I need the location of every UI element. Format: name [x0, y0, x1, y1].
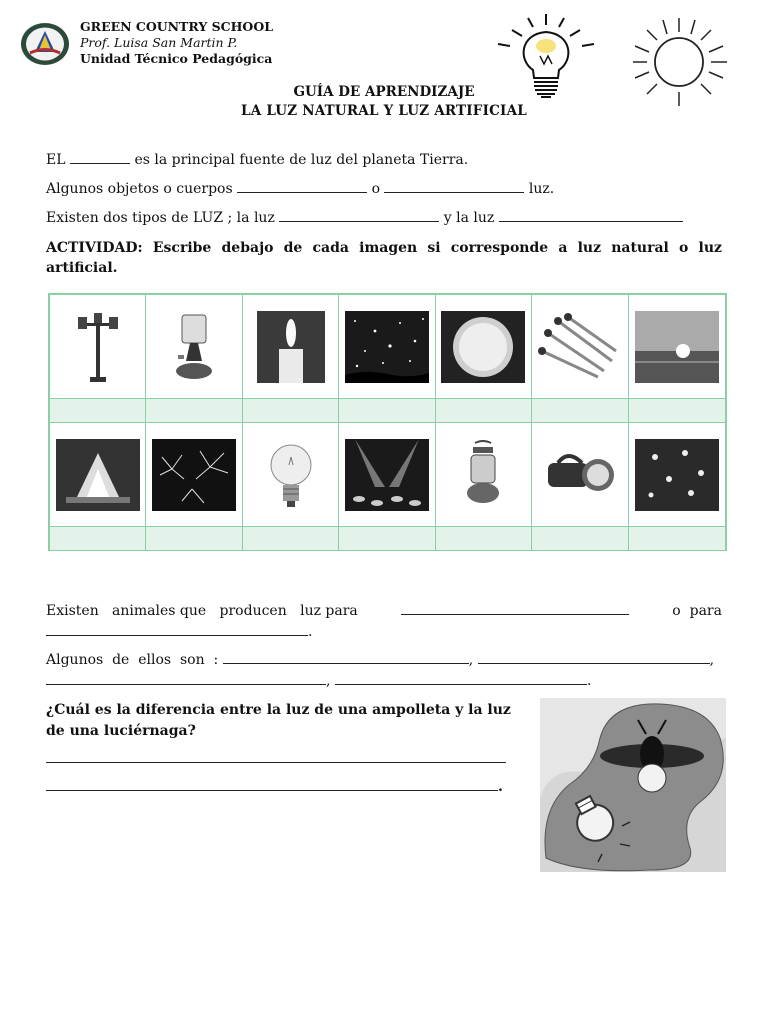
sunset-icon — [635, 311, 719, 383]
image-table — [48, 293, 727, 551]
oil-lamp-cell — [146, 295, 242, 399]
page-title: GUÍA DE APRENDIZAJE — [293, 84, 475, 100]
q2-text-b: o — [371, 181, 380, 197]
firefly-bulb-illustration — [540, 698, 726, 872]
answer-line-2[interactable] — [46, 778, 498, 791]
p2-sep-2: , — [709, 652, 715, 668]
p1-text-b: o para — [672, 603, 722, 619]
answer-cell[interactable] — [146, 527, 242, 551]
fireworks-icon — [152, 439, 236, 511]
p2-sep-3: , — [326, 673, 331, 689]
answer-cell[interactable] — [339, 399, 435, 423]
answer-cell[interactable] — [146, 399, 242, 423]
answer-cell[interactable] — [436, 399, 532, 423]
p2-blank-4[interactable] — [335, 672, 587, 685]
answer-cell[interactable] — [243, 399, 339, 423]
school-name: GREEN COUNTRY SCHOOL — [80, 19, 273, 34]
q3-blank-2[interactable] — [499, 209, 683, 222]
answer-line-1[interactable] — [46, 762, 506, 763]
starry-sky-cell — [339, 295, 435, 399]
answer-line-2-wrap — [46, 778, 506, 795]
p1-blank-2[interactable] — [46, 623, 308, 636]
examples-paragraph — [46, 650, 722, 692]
answer-cell[interactable] — [629, 399, 725, 423]
q2-text-c: luz. — [528, 181, 555, 197]
animals-paragraph — [46, 601, 722, 643]
p2-sep-1: , — [468, 652, 474, 668]
lantern-icon — [441, 439, 525, 511]
q2-blank-1[interactable] — [237, 180, 367, 193]
candle-icon — [249, 311, 333, 383]
p2-text-a: Algunos de ellos son : — [46, 652, 219, 668]
answer-cell[interactable] — [243, 527, 339, 551]
street-lamp-icon — [56, 311, 140, 383]
bonfire-cell — [50, 423, 146, 527]
matches-cell — [532, 295, 628, 399]
q1-text-b: es la principal fuente de luz del planeta Tierra. — [134, 152, 469, 168]
p2-blank-3[interactable] — [46, 672, 326, 685]
answer-cell[interactable] — [629, 527, 725, 551]
school-header — [80, 19, 273, 67]
oil-lamp-icon — [152, 311, 236, 383]
final-question: ¿Cuál es la diferencia entre la luz de una ampolleta y la luz de una luciérnaga? — [46, 702, 511, 739]
question-3 — [46, 209, 726, 226]
stage-lights-icon — [345, 439, 429, 511]
activity-instructions: ACTIVIDAD: Escribe debajo de cada imagen si corresponde a luz natural o luz artificial. — [46, 240, 722, 276]
p2-end: . — [586, 673, 592, 689]
teacher-name: Prof. Luisa San Martin P. — [80, 35, 238, 50]
bonfire-icon — [56, 439, 140, 511]
unit-name: Unidad Técnico Pedagógica — [80, 51, 273, 66]
q3-blank-1[interactable] — [279, 209, 439, 222]
starry-sky-icon — [345, 311, 429, 383]
answer-end: . — [498, 779, 503, 795]
street-lamp-cell — [50, 295, 146, 399]
answer-cell[interactable] — [436, 527, 532, 551]
answer-cell[interactable] — [532, 527, 628, 551]
lantern-cell — [436, 423, 532, 527]
p1-text-c: . — [308, 624, 313, 640]
p1-blank-1[interactable] — [401, 602, 629, 615]
answer-cell[interactable] — [50, 399, 146, 423]
flashlight-cell — [532, 423, 628, 527]
p2-blank-1[interactable] — [223, 651, 469, 664]
fireflies-cell — [629, 423, 725, 527]
page-subtitle: LA LUZ NATURAL Y LUZ ARTIFICIAL — [241, 103, 527, 119]
flashlight-icon — [538, 439, 622, 511]
light-bulb-icon — [249, 439, 333, 511]
q1-text-a: EL — [46, 152, 66, 168]
light-bulb-cell — [243, 423, 339, 527]
answer-cell[interactable] — [532, 399, 628, 423]
answer-cell[interactable] — [50, 527, 146, 551]
q3-text-a: Existen dos tipos de LUZ ; la luz — [46, 210, 275, 226]
question-2 — [46, 180, 726, 197]
q1-blank[interactable] — [70, 151, 130, 164]
fireflies-icon — [635, 439, 719, 511]
p1-text-a: Existen animales que producen luz para — [46, 603, 358, 619]
stage-lights-cell — [339, 423, 435, 527]
sun-photo-icon — [441, 311, 525, 383]
p2-blank-2[interactable] — [478, 651, 710, 664]
candle-cell — [243, 295, 339, 399]
matches-icon — [538, 311, 622, 383]
q2-text-a: Algunos objetos o cuerpos — [46, 181, 233, 197]
question-1 — [46, 151, 726, 168]
school-logo — [20, 22, 70, 66]
q2-blank-2[interactable] — [384, 180, 524, 193]
sun-photo-cell — [436, 295, 532, 399]
sunset-cell — [629, 295, 725, 399]
fireworks-cell — [146, 423, 242, 527]
answer-cell[interactable] — [339, 527, 435, 551]
q3-text-b: y la luz — [443, 210, 495, 226]
